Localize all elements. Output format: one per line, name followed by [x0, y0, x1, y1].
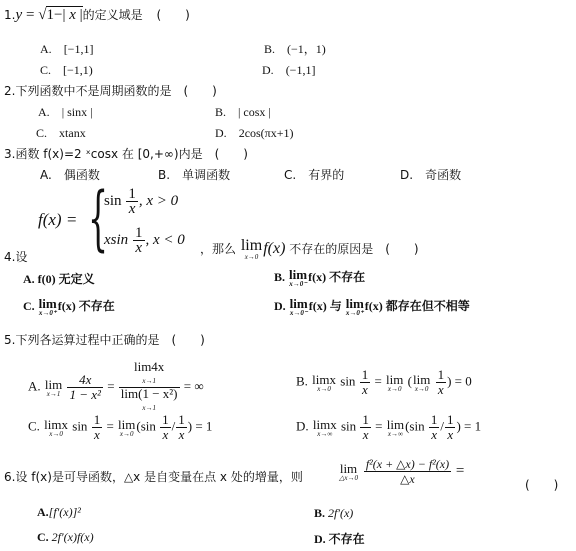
q5-d-label: D. [296, 418, 309, 434]
q1-number: 1. [4, 8, 16, 22]
q5-a-den2-sub: x→1 [142, 404, 156, 412]
q6-opt-c-text: 2f′(x)f(x) [51, 530, 94, 544]
q6-opt-c-label: C. [37, 530, 49, 544]
q5-b-num2: 1 [437, 367, 445, 382]
q1-stem [4, 6, 190, 24]
q5-a-den: 1 − x² [69, 387, 101, 402]
q1-opt-a-label: A. [40, 42, 52, 56]
q4-opt-b[interactable] [274, 268, 365, 288]
q5-c-eq: = [106, 418, 114, 434]
q4-opt-d[interactable] [274, 297, 470, 317]
q3-opt-c[interactable] [284, 166, 344, 183]
q5-b-eq: = [374, 373, 382, 389]
q1-opt-a[interactable] [40, 40, 93, 57]
q1-opt-c-label: C. [40, 63, 52, 77]
q5-d-num2: 1 [430, 412, 438, 427]
q4-lim-word: lim [240, 237, 263, 254]
q4-case2-den: x [135, 240, 143, 256]
q1-radicand [46, 6, 82, 23]
q5-c-lim-word: limx [44, 416, 69, 432]
q2-opt-a-label: A. [38, 105, 50, 119]
q4-opt-d-sub2: x→0⁺ [345, 309, 364, 318]
q4-opt-c-sub: x→0⁺ [38, 309, 57, 318]
q4-opt-b-sub: x→0⁻ [289, 280, 307, 289]
q1-opt-b-text: (−1，1) [287, 42, 326, 56]
q4-then: ，那么 [200, 242, 237, 256]
q5-a-result: = ∞ [183, 378, 204, 394]
q1-text: 的定义域是 [82, 8, 143, 22]
q5-b-lim3 [413, 373, 430, 393]
q6-opt-a-label: A. [37, 505, 49, 519]
q5-b-open: ( [407, 373, 412, 389]
q5-opt-b[interactable] [296, 368, 472, 397]
q5-d-eq: = [375, 418, 383, 434]
q5-d-num3: 1 [446, 412, 454, 427]
q1-sqrt-sign: √ [38, 7, 47, 23]
q5-c-frac2 [160, 413, 171, 442]
q3-opt-c-label: C. [284, 168, 297, 182]
q1-bar: | [79, 7, 83, 23]
q4-case2-cond: , x < 0 [145, 232, 185, 248]
q3-opt-d-text: 奇函数 [425, 168, 462, 182]
q5-d-num: 1 [362, 412, 369, 427]
q1-opt-d[interactable] [262, 61, 315, 78]
q4-opt-d-text: f(x) 都存在但不相等 [364, 299, 470, 313]
q5-d-lim-sub: x→∞ [317, 429, 333, 438]
q2-opt-b-label: B. [215, 105, 227, 119]
q4-lim-f: f(x) [263, 240, 286, 257]
q5-c-den3: x [178, 427, 185, 442]
q5-d-lim-word: limx [312, 416, 337, 432]
q6-opt-a-text: [f′(x)]² [48, 505, 81, 519]
q5-c-inner: (sin [136, 418, 156, 434]
q5-d-den3: x [447, 427, 454, 442]
q5-b-result: ) = 0 [447, 373, 472, 389]
q5-b-lim2 [386, 373, 403, 393]
q4-opt-d-lim2: lim x→0⁺ [345, 296, 364, 318]
q5-c-label: C. [28, 418, 40, 434]
q5-c-num: 1 [93, 412, 101, 427]
q4-lim-sub: x→0 [244, 253, 259, 261]
q3-opt-a-text: 偶函数 [63, 168, 100, 182]
q4-opt-b-label: B. [274, 270, 286, 284]
q4-case1-den: x [128, 201, 136, 217]
q5-b-lim-word: limx [312, 371, 337, 387]
q4-number: 4.设 [4, 250, 28, 264]
q3-opt-b[interactable] [158, 166, 230, 183]
q1-opt-b[interactable] [264, 40, 326, 57]
q4-lim [241, 238, 262, 261]
q5-c-lim2-word: lim [118, 416, 136, 432]
q2-opt-c[interactable] [36, 124, 86, 141]
q5-b-label: B. [296, 373, 308, 389]
q4-fx: f(x) = [38, 210, 78, 229]
q5-a-lim [45, 378, 62, 398]
q5-c-lim2-sub: x→0 [119, 429, 134, 438]
q3-opt-d-label: D. [400, 168, 414, 182]
q5-opt-d[interactable] [296, 413, 481, 442]
q5-opt-a[interactable] [28, 361, 204, 414]
q2-opt-d-label: D. [215, 126, 227, 140]
q4-case-2 [104, 226, 185, 255]
q2-opt-c-text: xtanx [59, 126, 86, 140]
q4-opt-b-lim: lim x→0⁻ [289, 267, 308, 289]
q6-eq: = [455, 463, 465, 479]
q6-lim [339, 462, 358, 482]
q5-a-lim-sub: x→1 [46, 389, 61, 398]
q5-a-frac2 [119, 361, 180, 414]
q5-b-lim2-sub: x→0 [387, 384, 402, 393]
q6-opt-c[interactable] [37, 530, 94, 545]
q5-a-den2 [119, 388, 180, 414]
q3-opt-b-text: 单调函数 [182, 168, 231, 182]
q5-d-den2: x [431, 427, 437, 442]
q6-opt-d-text: 不存在 [328, 532, 365, 546]
q1-y: y [15, 7, 23, 23]
q5-d-lim2-word: lim [386, 416, 405, 432]
q3-opt-d[interactable] [400, 166, 461, 183]
q4-opt-c-label: C. [23, 299, 35, 313]
q1-opt-a-text: [−1,1] [63, 42, 94, 56]
q1-radicand-text: 1−| [46, 7, 66, 23]
q2-opt-d-text: 2cos(πx+1) [238, 126, 294, 140]
q5-c-frac3 [176, 413, 187, 442]
q3-opt-c-text: 有界的 [308, 168, 345, 182]
q5-b-lim3-word: lim [412, 371, 431, 387]
q2-opt-c-label: C. [36, 126, 48, 140]
q5-c-num3: 1 [178, 412, 185, 427]
q5-a-num2-sub: x→1 [142, 377, 156, 385]
q4-opt-c-text: f(x) 不存在 [57, 299, 115, 313]
q5-d-result: ) = 1 [456, 418, 482, 434]
q4-case2-xsin: xsin [104, 232, 129, 248]
q5-c-sin: sin [72, 418, 88, 434]
q5-d-lim2-sub: x→∞ [387, 429, 403, 438]
q2-opt-a-text: | sinx | [61, 105, 93, 119]
q5-b-frac2 [436, 368, 447, 397]
q5-opt-c[interactable] [28, 413, 212, 442]
q5-c-slash: / [171, 418, 176, 434]
q5-a-den2-text: lim(1 − x²) [120, 386, 178, 401]
q5-b-lim [312, 373, 336, 393]
q4-opt-a[interactable]: A. f(0) 无定义 [23, 272, 95, 286]
q5-a-label: A. [28, 378, 41, 394]
q5-a-eq: = [107, 378, 115, 394]
q5-b-lim-sub: x→0 [317, 384, 331, 393]
q2-opt-a[interactable] [38, 103, 93, 120]
q5-d-frac1 [360, 413, 371, 442]
q1-paren: ( ) [156, 8, 190, 22]
q5-b-den2: x [437, 382, 444, 397]
q5-c-lim-sub: x→0 [49, 429, 63, 438]
q4-opt-c[interactable] [23, 297, 115, 317]
q5-d-slash: / [440, 418, 444, 434]
q2-opt-d[interactable] [215, 124, 294, 141]
q1-eq: = [25, 7, 35, 23]
q5-b-frac1 [360, 368, 371, 397]
q6-lim-word: lim [339, 460, 358, 476]
q4-opt-c-lim: lim x→0⁺ [38, 296, 57, 318]
q1-opt-d-label: D. [262, 63, 274, 77]
q6-lim-sub: △x→0 [339, 473, 358, 482]
q5-c-lim2 [118, 418, 135, 438]
q5-stem: 5.下列各运算过程中正确的是 ( ) [4, 333, 205, 347]
q6-frac [364, 457, 451, 486]
q5-d-den: x [362, 427, 369, 442]
q4-opt-d-mid: f(x) 与 [308, 299, 342, 313]
q5-c-lim [44, 418, 68, 438]
q1-opt-c[interactable] [40, 61, 93, 78]
q5-a-frac1 [67, 373, 102, 402]
q4-case1-cond: , x > 0 [138, 193, 179, 209]
q2-opt-b[interactable] [215, 103, 271, 120]
q6-paren: ( ) [525, 478, 559, 492]
q4-case2-num: 1 [135, 225, 143, 241]
q6-opt-d-label: D. [314, 532, 326, 546]
q5-b-den: x [362, 382, 368, 397]
q5-b-sin: sin [340, 373, 356, 389]
q5-c-den2: x [162, 427, 169, 442]
q4-case1-sin: sin [104, 193, 122, 209]
q5-c-result: ) = 1 [187, 418, 213, 434]
q1-opt-d-text: (−1,1] [285, 63, 316, 77]
q3-opt-a-label: A. [40, 168, 52, 182]
q5-b-num: 1 [361, 367, 369, 382]
q5-b-lim2-word: lim [386, 371, 404, 387]
q6-num: f²(x + △x) − f²(x) [365, 457, 450, 471]
q6-opt-b-text: 2f′(x) [328, 506, 354, 520]
q4-case1-frac [126, 187, 138, 216]
q4-brace: { [88, 177, 109, 259]
q3-stem: 3.函数 f(x)=2 ˣcosx 在 [0,+∞)内是 ( ) [4, 147, 248, 161]
q5-d-sin: sin [340, 418, 357, 434]
q5-a-num2 [119, 361, 180, 388]
q4-opt-d-label: D. [274, 299, 286, 313]
q5-c-frac1 [92, 413, 103, 442]
q4-case2-frac [133, 226, 145, 255]
q6-den: △x [400, 472, 415, 486]
q1-x: x [69, 7, 76, 23]
q6-stem-text: 6.设 f(x)是可导函数，△x 是自变量在点 x 处的增量，则 [4, 470, 303, 484]
q5-c-den: x [94, 427, 100, 442]
q5-a-num: 4x [67, 373, 102, 388]
q5-b-lim3-sub: x→0 [414, 384, 429, 393]
q6-stem [4, 468, 303, 485]
q4-tail [200, 238, 419, 261]
q4-opt-b-text: f(x) 不存在 [308, 270, 366, 284]
q6-opt-a[interactable] [37, 505, 81, 520]
q5-d-frac2 [429, 413, 440, 442]
q4-tail-text: 不存在的原因是 ( ) [289, 242, 419, 256]
q5-d-frac3 [445, 413, 456, 442]
q3-opt-b-label: B. [158, 168, 171, 182]
q4-opt-d-lim1: lim x→0⁻ [289, 296, 308, 318]
q5-d-lim2 [387, 418, 404, 438]
q4-opt-d-sub1: x→0⁻ [289, 309, 308, 318]
q5-a-num2-text: lim4x [133, 359, 165, 374]
q4-case1-num: 1 [128, 186, 136, 202]
q5-d-inner: (sin [405, 418, 425, 434]
q1-opt-c-text: [−1,1) [63, 63, 93, 77]
q1-opt-b-label: B. [264, 42, 276, 56]
q6-opt-b-label: B. [314, 506, 326, 520]
q5-c-num2: 1 [162, 412, 169, 427]
q6-opt-d[interactable] [314, 530, 365, 547]
q6-opt-b[interactable] [314, 506, 353, 521]
q5-a-lim-word: lim [44, 376, 63, 392]
q2-stem: 2.下列函数中不是周期函数的是 ( ) [4, 84, 217, 98]
q4-case-1 [104, 187, 178, 216]
q6-expr [338, 457, 464, 486]
q2-opt-b-text: | cosx | [238, 105, 271, 119]
q5-d-lim [313, 418, 337, 438]
